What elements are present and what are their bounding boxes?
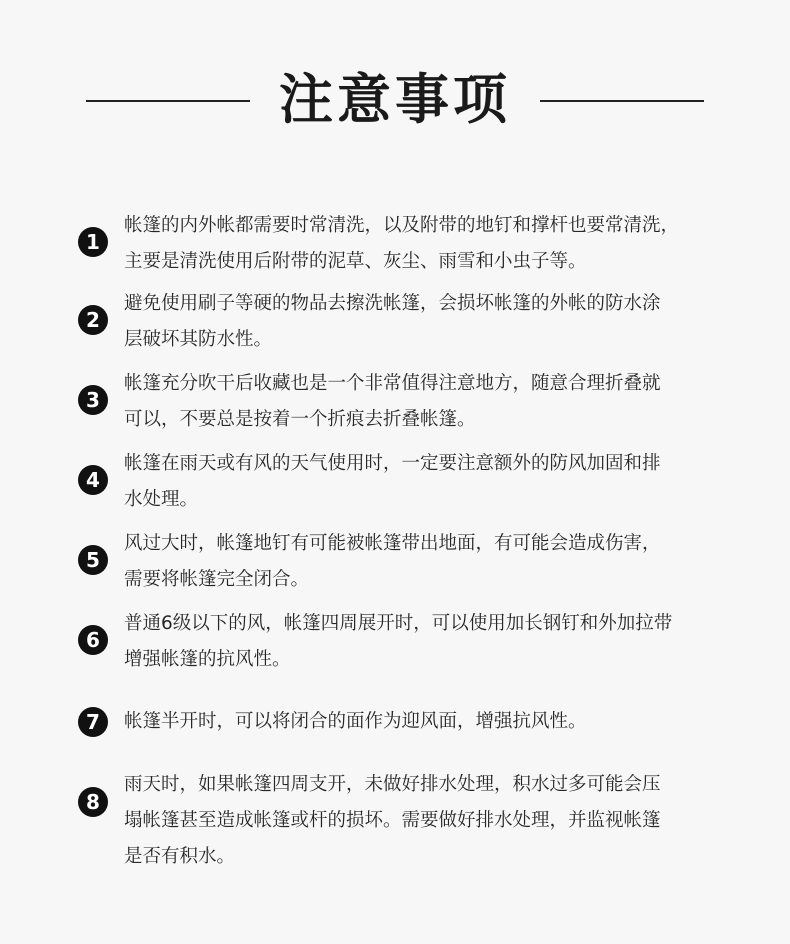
- number-badge-2: 2: [78, 305, 108, 335]
- note-text-4: 帐篷在雨天或有风的天气使用时，一定要注意额外的防风加固和排 水处理。: [124, 453, 661, 510]
- note-text-2: 避免使用刷子等硬的物品去擦洗帐篷，会损坏帐篷的外帐的防水涂 层破坏其防水性。: [124, 293, 661, 350]
- note-text-5: 风过大时，帐篷地钉有可能被帐篷带出地面，有可能会造成伤害， 需要将帐篷完全闭合。: [124, 533, 661, 590]
- number-badge-5: 5: [78, 545, 108, 575]
- note-text-1: 帐篷的内外帐都需要时常清洗，以及附带的地钉和撑杆也要常清洗， 主要是清洗使用后附带的泥草、灰尘、雨雪和小虫子等。: [124, 215, 680, 272]
- number-badge-6: 6: [78, 625, 108, 655]
- note-text-7: 帐篷半开时，可以将闭合的面作为迎风面，增强抗风性。: [124, 711, 587, 732]
- number-badge-7: 7: [78, 707, 108, 737]
- title-divider-right: [540, 100, 704, 102]
- title-divider-left: [86, 100, 250, 102]
- page-title: 注意事项: [279, 68, 511, 131]
- note-text-6: 普通6级以下的风，帐篷四周展开时，可以使用加长钢钉和外加拉带 增强帐篷的抗风性。: [124, 613, 673, 670]
- number-badge-8: 8: [78, 787, 108, 817]
- note-text-8: 雨天时，如果帐篷四周支开，未做好排水处理，积水过多可能会压 塌帐篷甚至造成帐篷或杆的损坏。需要做好排水处理，并监视帐篷 是否有积水。: [124, 774, 661, 867]
- note-text-3: 帐篷充分吹干后收藏也是一个非常值得注意地方，随意合理折叠就 可以，不要总是按着一个折痕去折叠帐篷。: [124, 373, 661, 430]
- title-row: [0, 60, 790, 140]
- number-badge-3: 3: [78, 385, 108, 415]
- number-badge-1: 1: [78, 227, 108, 257]
- number-badge-4: 4: [78, 465, 108, 495]
